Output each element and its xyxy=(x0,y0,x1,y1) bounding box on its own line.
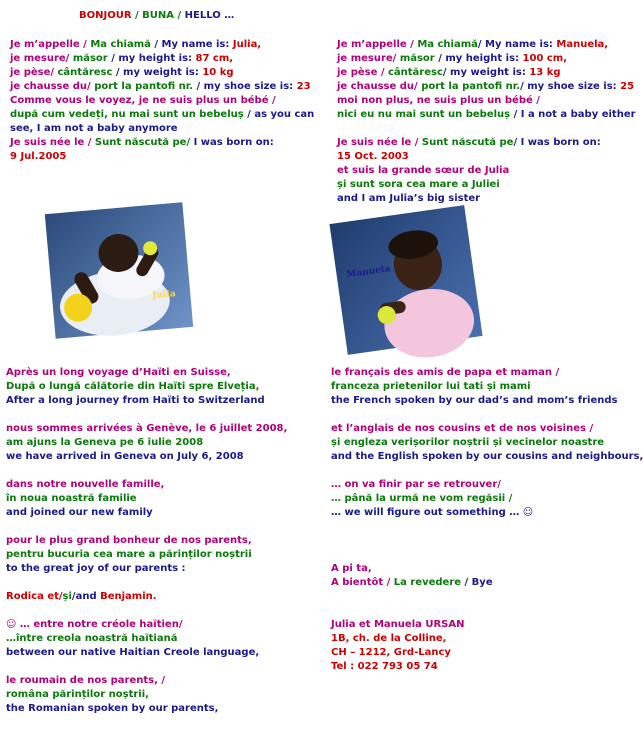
greeting-fr: BONJOUR xyxy=(79,10,132,21)
story-right-1-fr: le français des amis de papa et maman / xyxy=(331,367,560,378)
contact-street: 1B, ch. de la Colline, xyxy=(331,633,447,644)
story-left-2-en: we have arrived in Geneva on July 6, 2008 xyxy=(6,451,244,462)
story-left-4-en: to the great joy of our parents : xyxy=(6,563,186,574)
manuela-photo xyxy=(329,205,482,355)
julia-baby-fr: Comme vous le voyez, je ne suis plus un bébé / xyxy=(10,95,276,106)
manuela-baby-ro: nici eu nu mai sunt un bebeluș / I a not a baby either xyxy=(337,109,636,120)
story-left-3-ro: în noua noastră familie xyxy=(6,493,137,504)
story-left-2-fr: nous sommes arrivées à Genève, le 6 juillet 2008, xyxy=(6,423,288,434)
julia-baby-en: see, I am not a baby anymore xyxy=(10,123,178,134)
manuela-sister-en: and I am Julia’s big sister xyxy=(337,193,481,204)
manuela-born-line: Je suis née le / Sunt născută pe/ I was born on: xyxy=(337,137,601,148)
julia-baby-ro: după cum vedeți, nu mai sunt un bebeluș / as you can xyxy=(10,109,315,120)
julia-photo-label: Julia xyxy=(151,289,177,302)
story-right-1-en: the French spoken by our dad’s and mom’s friends xyxy=(331,395,618,406)
contact-names: Julia et Manuela URSAN xyxy=(331,619,465,630)
romanian-en: the Romanian spoken by our parents, xyxy=(6,703,219,714)
creole-ro: …între creola noastră haïtiană xyxy=(6,633,178,644)
story-left-1-fr: Après un long voyage d’Haïti en Suisse, xyxy=(6,367,231,378)
manuela-sister-fr: et suis la grande sœur de Julia xyxy=(337,165,510,176)
story-left-2-ro: am ajuns la Geneva pe 6 iulie 2008 xyxy=(6,437,204,448)
manuela-born-date: 15 Oct. 2003 xyxy=(337,151,409,162)
julia-photo xyxy=(45,202,193,339)
greeting: BONJOUR / BUNA / HELLO … xyxy=(79,10,235,21)
story-right xyxy=(331,366,643,674)
greeting-ro: BUNA xyxy=(142,10,175,21)
story-left-3-fr: dans notre nouvelle famille, xyxy=(6,479,165,490)
manuela-photo-label: Manuela xyxy=(346,264,391,281)
romanian-fr: le roumain de nos parents, / xyxy=(6,675,166,686)
story-left-3-en: and joined our new family xyxy=(6,507,153,518)
story-right-2-fr: et l’anglais de nos cousins et de nos voisines / xyxy=(331,423,594,434)
julia-weight-line: je pèse/ cântăresc / my weight is: 10 kg xyxy=(10,67,234,78)
farewell-line: A bientôt / La revedere / Bye xyxy=(331,577,493,588)
julia-height-line: je mesure/ măsor / my height is: 87 cm, xyxy=(10,53,234,64)
julia-born-date: 9 Jul.2005 xyxy=(10,151,67,162)
story-left-4-fr: pour le plus grand bonheur de nos parents, xyxy=(6,535,252,546)
creole-en: between our native Haitian Creole language, xyxy=(6,647,260,658)
story-left-1-en: After a long journey from Haïti to Switzerland xyxy=(6,395,265,406)
julia-info xyxy=(10,38,314,164)
greeting-en: HELLO … xyxy=(184,10,235,21)
julia-photo-image xyxy=(45,202,193,339)
manuela-info xyxy=(337,38,636,206)
story-right-3-en: … we will figure out something … ☺ xyxy=(331,507,534,518)
manuela-height-line: je mesure/ măsor / my height is: 100 cm, xyxy=(337,53,568,64)
story-left xyxy=(6,366,287,716)
romanian-ro: româna părinților noștrii, xyxy=(6,689,149,700)
story-right-2-ro: și engleza verișorilor noștrii și vecinelor noastre xyxy=(331,437,605,448)
story-right-2-en: and the English spoken by our cousins and neighbours, xyxy=(331,451,643,462)
julia-shoe-line: je chausse du/ port la pantofi nr. / my shoe size is: 23 xyxy=(10,81,311,92)
story-right-3-fr: … on va finir par se retrouver/ xyxy=(331,479,501,490)
contact-city: CH – 1212, Grd-Lancy xyxy=(331,647,451,658)
story-left-4-ro: pentru bucuria cea mare a părinților noștrii xyxy=(6,549,252,560)
parents-line: Rodica et/și/and Benjamin. xyxy=(6,591,157,602)
farewell-fr: A pi ta, xyxy=(331,563,372,574)
julia-name-line: Je m’appelle / Ma chiamă / My name is: Julia, xyxy=(10,39,262,50)
manuela-name-line: Je m’appelle / Ma chiamă/ My name is: Manuela, xyxy=(337,39,609,50)
manuela-shoe-line: je chausse du/ port la pantofi nr./ my shoe size is: 25 xyxy=(337,81,635,92)
story-right-3-ro: … până la urmă ne vom regăsii / xyxy=(331,493,513,504)
julia-born-line: Je suis née le / Sunt născută pe/ I was born on: xyxy=(10,137,274,148)
contact-tel: Tel : 022 793 05 74 xyxy=(331,661,438,672)
story-right-1-ro: franceza prietenilor lui tati și mami xyxy=(331,381,531,392)
creole-fr: ☺ … entre notre créole haïtien/ xyxy=(6,619,183,630)
manuela-weight-line: je pèse / cântăresc/ my weight is: 13 kg xyxy=(337,67,561,78)
manuela-baby-fr: moi non plus, ne suis plus un bébé / xyxy=(337,95,540,106)
manuela-sister-ro: și sunt sora cea mare a Juliei xyxy=(337,179,500,190)
story-left-1-ro: După o lungă călătorie din Haïti spre Elveția, xyxy=(6,381,260,392)
